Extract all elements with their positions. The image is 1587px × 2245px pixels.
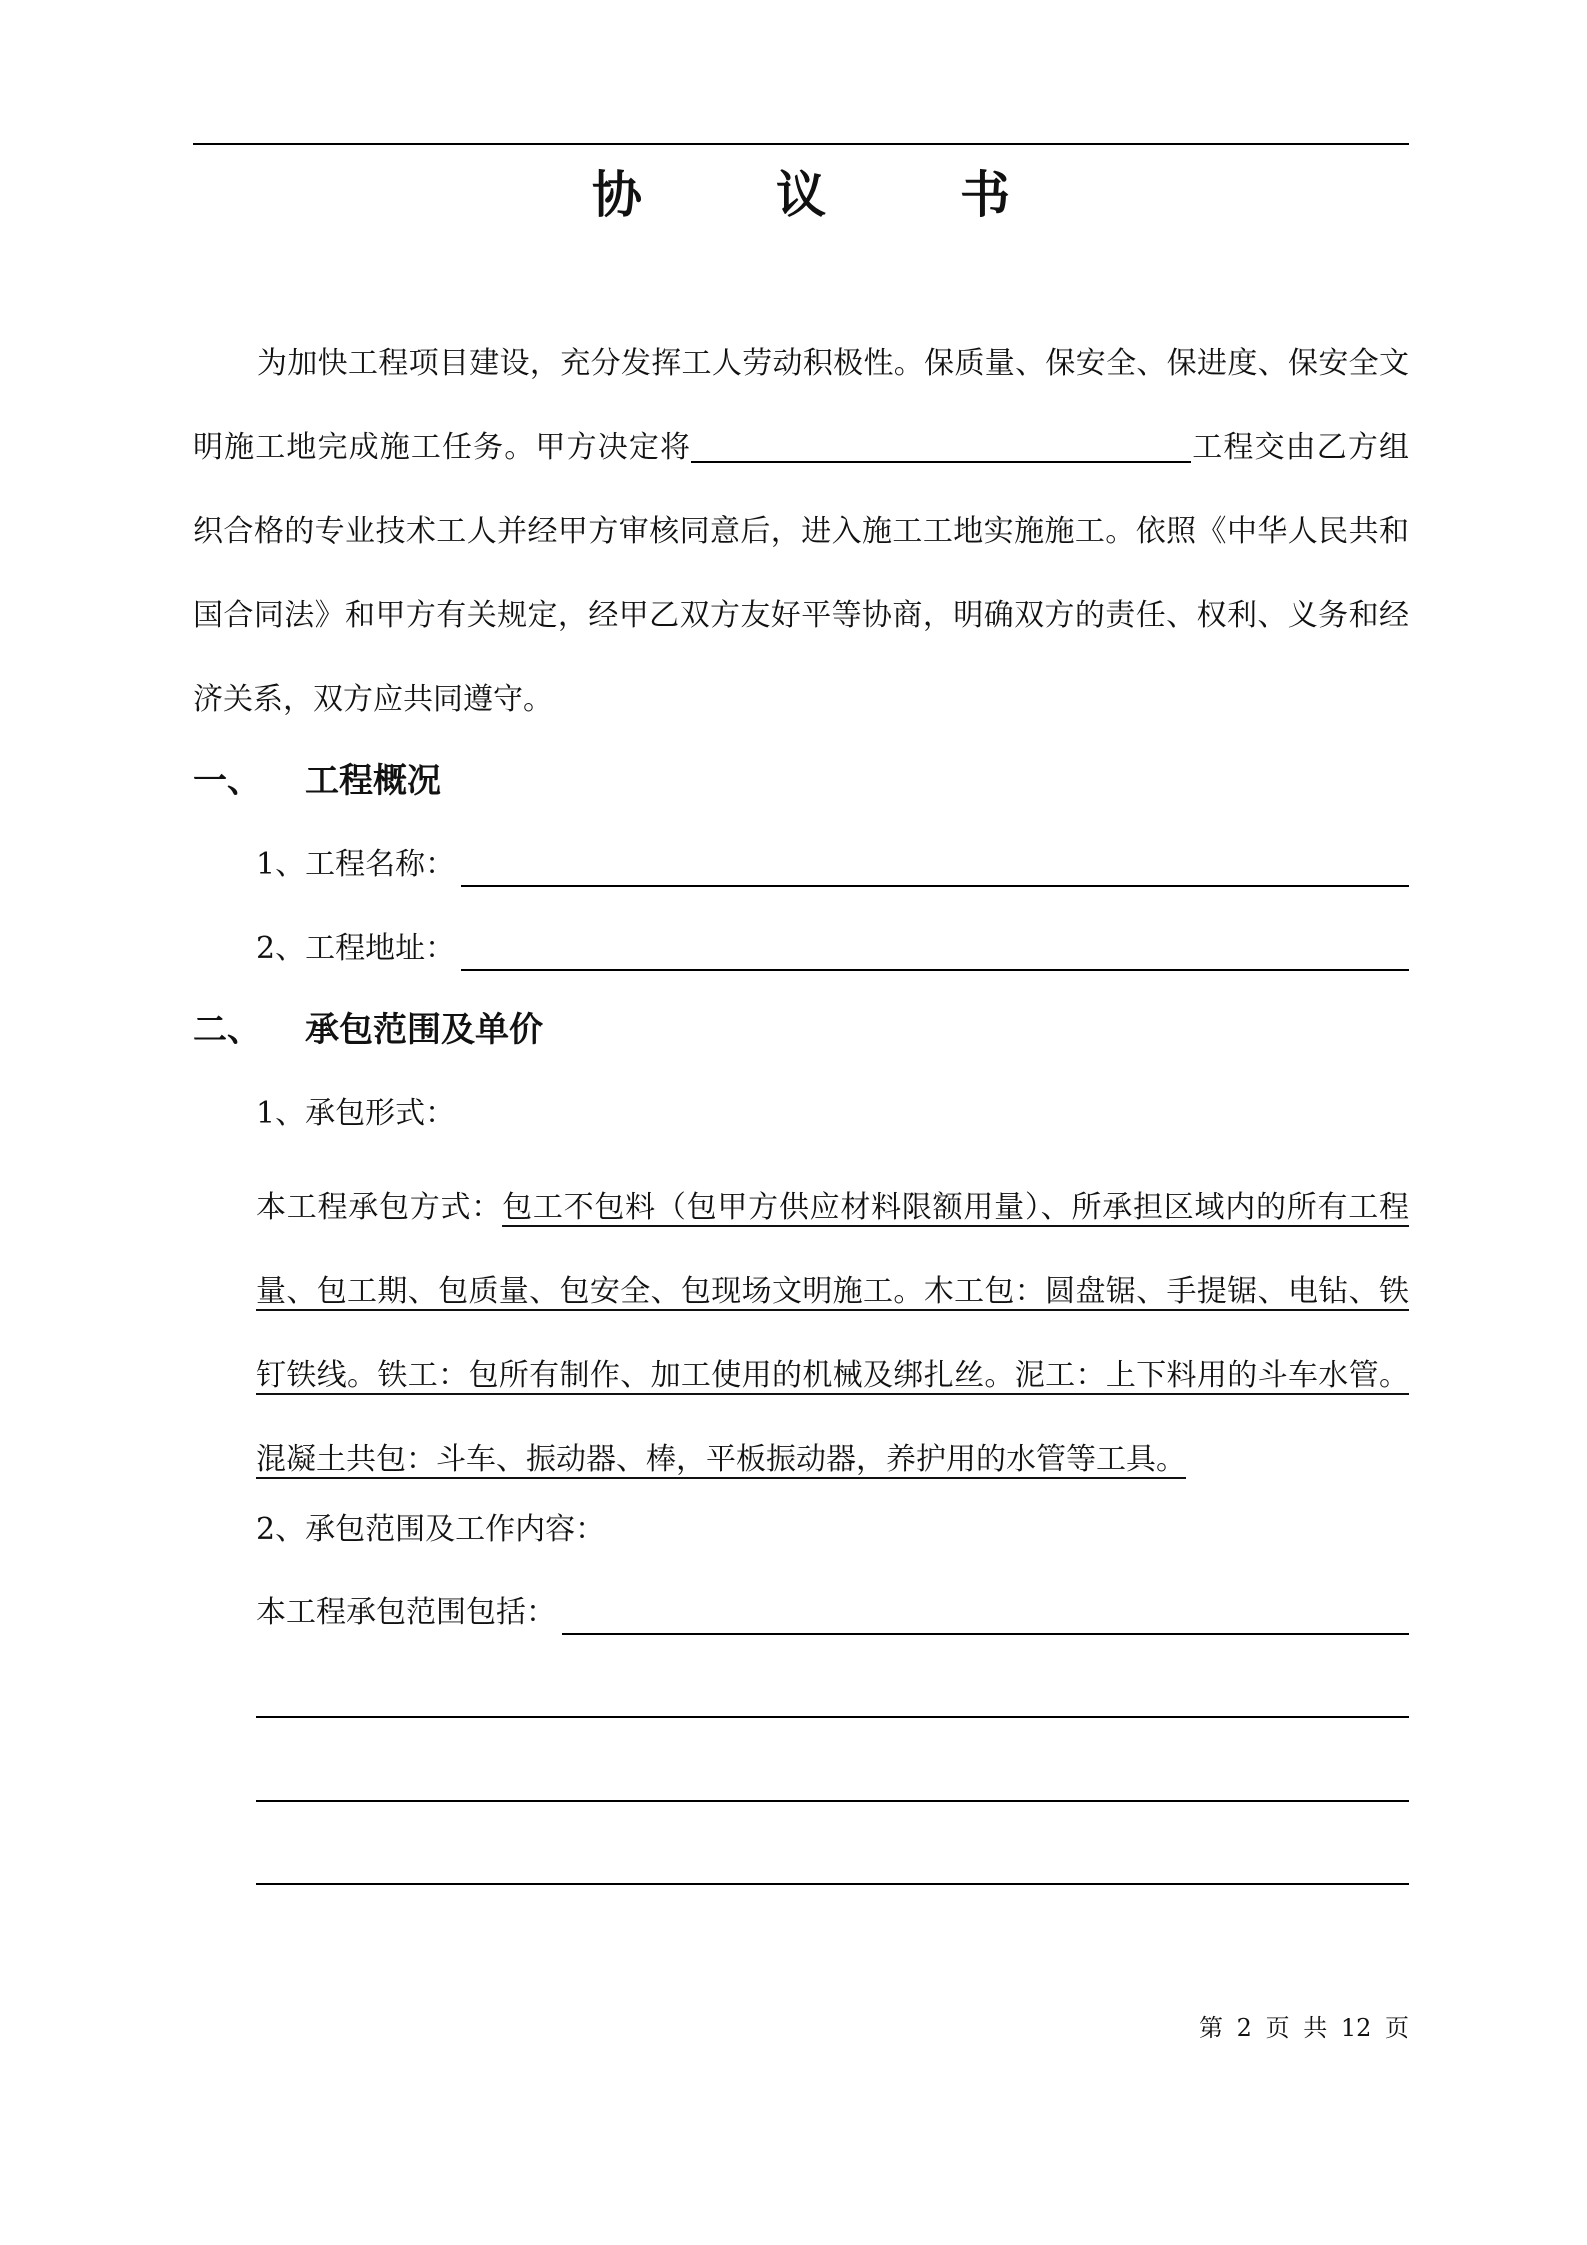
project-name-row <box>256 843 1409 887</box>
section-2-number: 二、 <box>193 1010 261 1050</box>
project-address-label: 2、工程地址： <box>256 931 456 966</box>
intro-text-2: 工程交由乙方组织合格的专业技术工人并经甲方审核同意后，进入施工工地实施施工。依照《中华人民共和国合同法》和甲方有关规定，经甲乙双方友好平等协商，明确双方的责任、权利、义务和经济关系，双方应共同遵守。 <box>193 430 1410 717</box>
header-rule <box>193 143 1409 145</box>
document-title: 协 议 书 <box>592 166 1052 224</box>
project-address-row <box>256 927 1409 971</box>
section-2-heading <box>193 1005 543 1055</box>
project-address-blank <box>461 939 1409 971</box>
section-2-title: 承包范围及单价 <box>305 1010 543 1050</box>
intro-text-1: 为加快工程项目建设，充分发挥工人劳动积极性。保质量、保安全、保进度、保安全文明施工地完成施工任务。甲方决定将 <box>193 346 1409 465</box>
scope-blank-line-4 <box>256 1883 1409 1885</box>
scope-label: 本工程承包范围包括： <box>256 1595 556 1630</box>
project-blank <box>691 431 1191 463</box>
scope-content-label: 2、承包范围及工作内容： <box>256 1512 606 1547</box>
intro-paragraph <box>193 322 1409 742</box>
scope-blank-line-2 <box>256 1716 1409 1718</box>
section-1-heading <box>193 756 441 806</box>
page-number: 第 2 页 共 12 页 <box>1199 2014 1409 2042</box>
section-1-number: 一、 <box>193 761 261 801</box>
contract-form-label: 1、承包形式： <box>256 1096 456 1131</box>
contract-method-paragraph <box>256 1166 1409 1502</box>
scope-blank <box>562 1603 1409 1635</box>
contract-method-text: 包工不包料（包甲方供应材料限额用量）、所承担区域内的所有工程量、包工期、包质量、包安全、包现场文明施工。木工包：圆盘锯、手提锯、电钻、铁钉铁线。铁工：包所有制作、加工使用的机械及绑扎丝。泥工：上下料用的斗车水管。混凝土共包：斗车、振动器、棒，平板振动器，养护用的水管等工具。 <box>256 1190 1410 1477</box>
project-name-blank <box>461 855 1409 887</box>
contract-method-label: 本工程承包方式： <box>256 1190 503 1225</box>
scope-row <box>256 1591 1409 1635</box>
scope-blank-line-3 <box>256 1800 1409 1802</box>
project-name-label: 1、工程名称： <box>256 847 456 882</box>
section-1-title: 工程概况 <box>305 761 441 801</box>
